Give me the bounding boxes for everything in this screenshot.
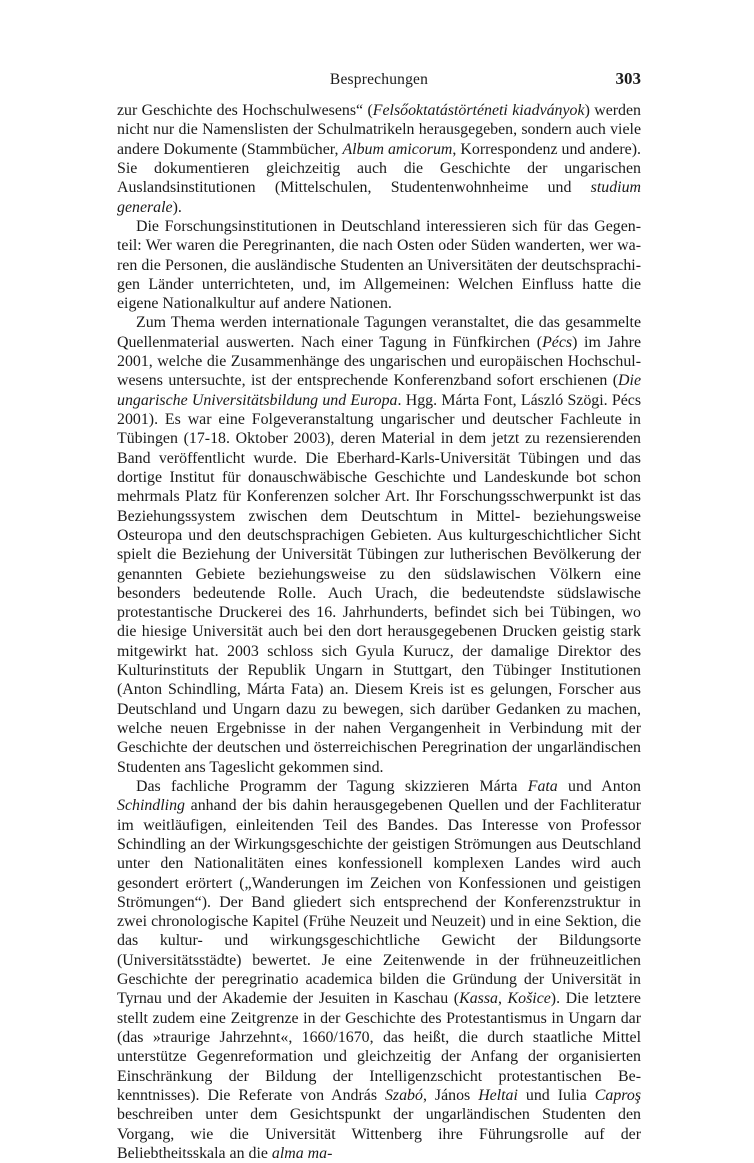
text-run: und Anton bbox=[557, 777, 641, 795]
text-run: , Korrespondenz und andere). Sie dokumentieren gleichzeitig auch die Geschichte der ungarischen Auslandsinstitutionen (Mittelschulen, Studentenwohnheime und bbox=[117, 140, 641, 197]
paragraph bbox=[117, 313, 641, 777]
italic-text: Album amicorum bbox=[342, 140, 453, 158]
text-run: Zum Thema werden internationale Tagungen veranstaltet, die das gesammelte Quellenmaterial auswerten. Nach einer Tagung in Fünfkirchen ( bbox=[117, 314, 641, 351]
italic-text: Fata bbox=[527, 777, 558, 795]
text-run: zur Geschichte des Hochschulwesens“ ( bbox=[117, 102, 373, 119]
text-run: ) im Jahre 2001, welche die Zusammenhänge des ungarischen und europäischen Hochschulwesens untersuchte, ist der entsprechende Konferenzband sofort erschienen ( bbox=[117, 333, 641, 390]
running-header bbox=[117, 71, 641, 91]
text-run: , bbox=[497, 990, 508, 1008]
italic-text: Felsőoktatástörténeti kiadványok bbox=[372, 102, 585, 119]
italic-text: Caproş bbox=[594, 1086, 642, 1104]
italic-text: Die ungarische Universitätsbildung und Europa bbox=[117, 372, 641, 409]
paragraph bbox=[117, 101, 641, 217]
page-number: 303 bbox=[615, 69, 641, 88]
text-run: Die Forschungsinstitutionen in Deutschland interessieren sich für das Gegenteil: Wer waren die Peregrinanten, die nach Osten oder Süden wanderten, wer waren die Personen, die ausländische Studenten an Universitäten der deutschsprachigen Länder unterrichteten, und, im Allgemeinen: Welchen Einfluss hatte die eigene Nationalkultur auf andere Nationen. bbox=[117, 217, 641, 313]
text-run: anhand der bis dahin herausgegebenen Quellen und der Fachliteratur im weitläufigen, einleitenden Teil des Bandes. Das Interesse von Professor Schindling an der Wirkungsgeschichte der geistigen Strömungen aus Deutschland unter den Nationalitäten eines konfessionell komplexen Landes wird auch gesondert erörtert („Wanderungen im Zeichen von Konfessionen und geistigen Strömungen“). Der Band gliedert sich entsprechend der Konferenzstruktur in zwei chronologische Kapitel (Frühe Neuzeit und Neuzeit) und in eine Sektion, die das kultur- und wirkungsgeschichtliche Gewicht der Bildungsorte (Universitätsstädte) bewertet. Je eine Zeitenwende in der frühneuzeitlichen Geschichte der peregrinatio academica bilden die Gründung der Universität in Tyrnau und der Akademie der Jesuiten in Kaschau ( bbox=[117, 797, 641, 1008]
article-body bbox=[117, 101, 641, 1163]
italic-text: Szabó bbox=[384, 1086, 423, 1104]
text-run: Das fachliche Programm der Tagung skizzieren Márta bbox=[136, 777, 528, 795]
text-run: . Hgg. Márta Font, László Szögi. Pécs 2001). Es war eine Folgeveranstaltung ungarischer und deutscher Fachleute in Tübingen (17-18. Oktober 2003), deren Material in dem jetzt zu rezensierenden Band veröffentlicht wurde. Die Eberhard-Karls-Universität Tübingen und das dortige Institut für donauschwäbische Geschichte und Landeskunde bot schon mehrmals Platz für Konferenzen solcher Art. Ihr Forschungsschwerpunkt ist das Beziehungssystem zwischen dem Deutschtum in Mittel- beziehungsweise Osteuropa und den deutschsprachigen Gebieten. Aus kulturgeschichtlicher Sicht spielt die Beziehung der Universität Tübingen zur lutherischen Bevölkerung der genannten Gebiete beziehungsweise zu den südslawischen Völkern eine besonders bedeutende Rolle. Auch Urach, die bedeutendste südslawische protestantische Druckerei des 16. Jahrhunderts, befindet sich bei Tübingen, wo die hiesige Universität auch bei den dort herausgegebenen Drucken geistig stark mitgewirkt hat. 2003 schloss sich Gyula Kurucz, der damalige Direktor des Kulturinstituts der Republik Ungarn in Stuttgart, den Tübinger Institutionen (Anton Schindling, Márta Fata) an. Diesem Kreis ist es gelungen, Forscher aus Deutschland und Ungarn dazu zu bewegen, sich darüber Gedanken zu machen, welche neuen Ergebnisse in der nahen Vergangenheit in Verbindung mit der Geschichte der deutschen und österreichischen Peregrination der ungarländischen Studenten ans Tageslicht gekommen sind. bbox=[117, 391, 641, 776]
text-run: , János bbox=[422, 1086, 479, 1104]
running-header-title: Besprechungen bbox=[329, 71, 429, 88]
italic-text: Kassa bbox=[459, 990, 498, 1008]
italic-text: Košice bbox=[507, 990, 551, 1008]
italic-text: studium generale bbox=[117, 179, 641, 216]
paragraph bbox=[117, 777, 641, 1163]
text-run: ). bbox=[172, 198, 182, 216]
text-run: und Iulia bbox=[517, 1086, 595, 1104]
italic-text: Pécs bbox=[542, 333, 573, 351]
italic-text: Heltai bbox=[478, 1086, 518, 1104]
italic-text: Schindling bbox=[117, 797, 185, 815]
text-run: ) werden nicht nur die Namenslisten der Schulmatrikeln herausgegeben, sondern auch viele andere Dokumente (Stammbücher, bbox=[117, 102, 641, 158]
italic-text: alma ma- bbox=[271, 1144, 333, 1162]
text-run: beschreiben unter dem Gesichtspunkt der ungarländischen Studenten den Vorgang, wie die Universität Wittenberg ihre Führungsrolle auf der Beliebtheitsskala an die bbox=[117, 1106, 641, 1162]
text-run: ). Die letztere stellt zudem eine Zeitgrenze in der Geschichte des Protestantismus in Ungarn dar (das »traurige Jahrzehnt«, 1660/1670, das heißt, die durch staatliche Mittel unterstütze Gegenreformation und gleichzeitig der Anfang der organisierten Einschränkung der Bildung der Intelligenzschicht protestantischen Bekenntnisses). Die Referate von András bbox=[117, 990, 641, 1104]
paragraph bbox=[117, 217, 641, 314]
